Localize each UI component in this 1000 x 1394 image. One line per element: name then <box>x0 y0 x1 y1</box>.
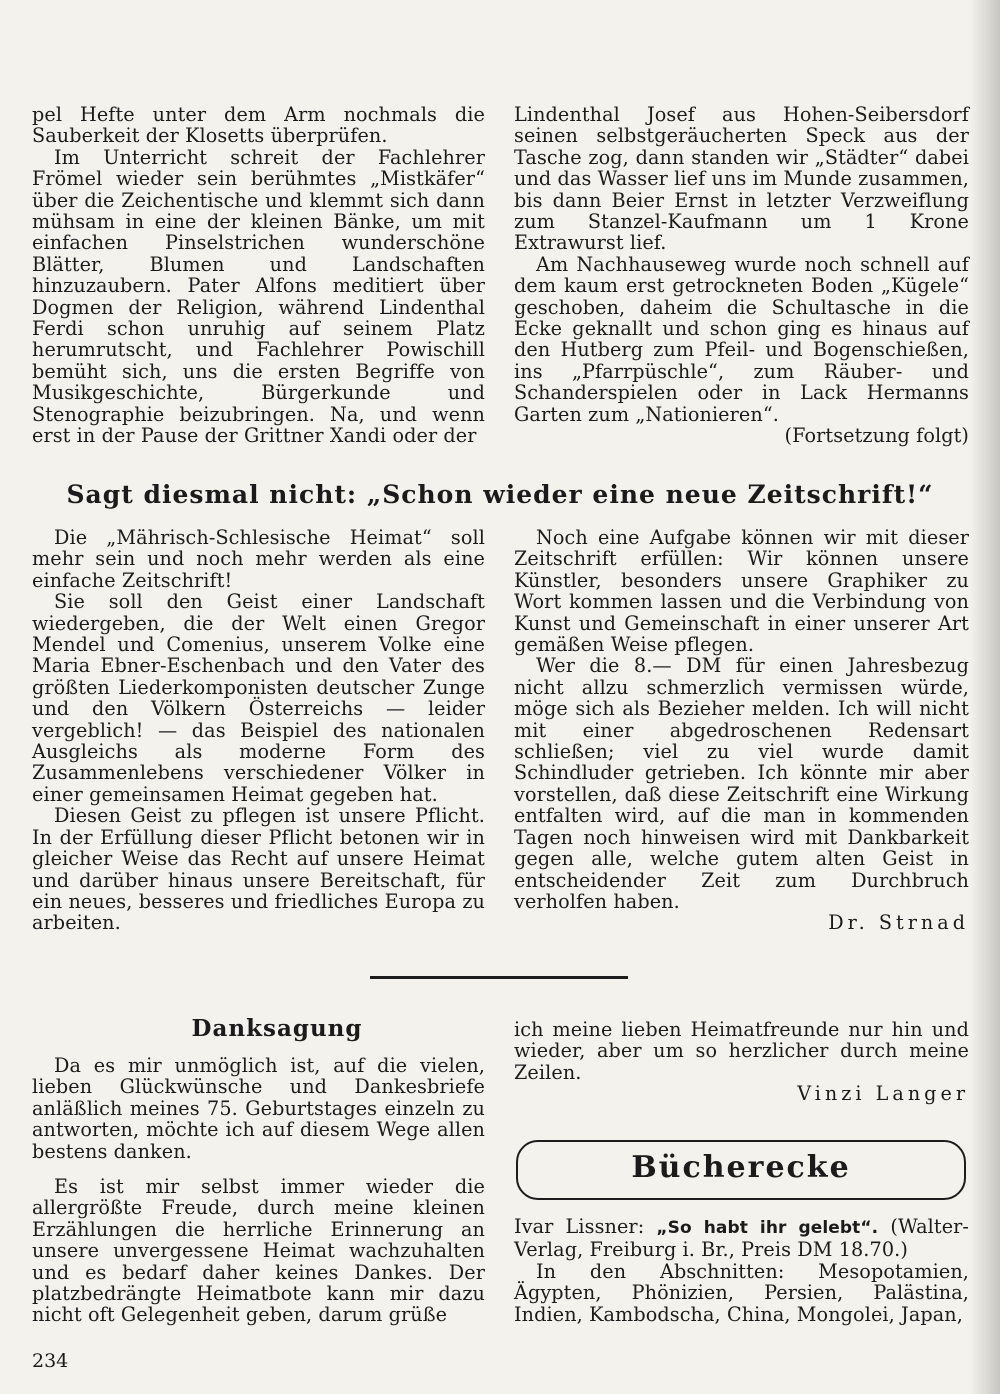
danksagung-column-left <box>32 1055 485 1326</box>
paragraph: Am Nachhauseweg wurde noch schnell auf dem kaum erst getrockneten Boden „Kügele“ geschoben, daheim die Schultasche in die Ecke geknallt und schon ging es hinaus auf den Hutberg zum Pfeil- und Bogenschießen, ins „Pfarrpüschle“, zum Räuber- und Schanderspielen oder in Lack Hermanns Garten zum „Nationieren“. <box>514 252 969 426</box>
book-author: Ivar Lissner: <box>514 1215 645 1238</box>
signature: Vinzi Langer <box>797 1082 969 1106</box>
section-title-danksagung: Danksagung <box>191 1015 363 1042</box>
signature: Dr. Strnad <box>828 911 969 935</box>
paragraph: Im Unterricht schreit der Fachlehrer Frömel wieder sein berühmtes „Mistkäfer“ über die Zeichentische und klemmt sich dann mühsam in eine der kleinen Bänke, um mit einfachen Pinselstrichen wunderschöne Blätter, Blumen und Landschaften hinzuzaubern. Pater Alfons meditiert über Dogmen der Religion, während Lindenthal Ferdi schon unruhig auf seinem Platz herumrutscht, und Fachlehrer Powischill bemüht sich, uns die ersten Begriffe von Musikgeschichte, Bürgerkunde und Stenographie beizubringen. Na, und wenn erst in der Pause der Grittner Xandi oder der <box>32 145 485 448</box>
section-title-buecherecke: Bücherecke <box>631 1150 851 1185</box>
book-publisher: (Walter-Verlag, Freiburg i. Br., Preis DM 18.70.) <box>514 1215 970 1262</box>
page-number: 234 <box>32 1350 69 1372</box>
book-review-column <box>514 1216 969 1325</box>
paragraph: Lindenthal Josef aus Hohen-Seibersdorf seinen selbstgeräucherten Speck aus der Tasche zog, dann standen wir „Städter“ dabei und das Wasser lief uns im Munde zusammen, bis dann Beier Ernst in letzter Verzweiflung zum Stanzel-Kaufmann um 1 Krone Extrawurst lief. <box>514 103 969 255</box>
paragraph: ich meine lieben Heimatfreunde nur hin und wieder, aber um so herzlicher durch meine Zeilen. <box>514 1018 969 1084</box>
paragraph: Es ist mir selbst immer wieder die allergrößte Freude, durch meine kleinen Erzählungen die herrliche Erinnerung an unsere unvergessene Heimat wachzuhalten und es bedarf daher keines Dankes. Der platzbedrängte Heimatbote kann mir dazu nicht oft Gelegenheit geben, darum grüße <box>32 1175 485 1327</box>
page-edge-shadow <box>970 0 1000 1394</box>
editorial-column-right <box>514 527 969 934</box>
paragraph: Die „Mährisch-Schlesische Heimat“ soll mehr sein und noch mehr werden als eine einfache Zeitschrift! <box>32 526 485 592</box>
book-entry <box>514 1216 969 1261</box>
article-column-left <box>32 104 485 447</box>
divider <box>370 976 628 979</box>
paragraph: Da es mir unmöglich ist, auf die vielen, lieben Glückwünsche und Dankesbriefe anläßlich meines 75. Geburtstages einzeln zu antworten, möchte ich auf diesem Wege allen bestens danken. <box>32 1054 485 1163</box>
paragraph: Wer die 8.— DM für einen Jahresbezug nicht allzu schmerzlich vermissen würde, möge sich als Bezieher melden. Ich will nicht mit einer abgedroschenen Redensart schließen; viel zu viel wurde damit Schindluder getrieben. Ich könnte mir aber vorstellen, daß diese Zeitschrift eine Wirkung entfalten wird, auf die man in kommenden Tagen noch hinweisen wird mit Dankbarkeit gegen alle, welche gutem alten Geist in entscheidender Zeit zum Durchbruch verholfen haben. <box>514 654 969 913</box>
paragraph: In den Abschnitten: Mesopotamien, Ägypten, Phönizien, Persien, Palästina, Indien, Kambodscha, China, Mongolei, Japan, <box>514 1259 969 1326</box>
paragraph: Sie soll den Geist einer Landschaft wiedergeben, die der Welt einen Gregor Mendel und Comenius, unserem Volke eine Maria Ebner-Eschenbach und den Vater des größten Liederkomponisten deutscher Zunge und den Völkern Österreichs — leider vergeblich! — das Beispiel des nationalen Ausgleichs als moderne Form des Zusammenlebens verschiedener Völker in einer gemeinsamen Heimat gegeben hat. <box>32 590 485 806</box>
continuation-note: (Fortsetzung folgt) <box>784 424 969 448</box>
paragraph: Diesen Geist zu pflegen ist unsere Pflicht. In der Erfüllung dieser Pflicht betonen wir in gleicher Weise das Recht auf unsere Heimat und darüber hinaus unsere Bereitschaft, für ein neues, besseres und friedliches Europa zu arbeiten. <box>32 804 485 935</box>
section-title-box <box>516 1140 966 1200</box>
paragraph: Noch eine Aufgabe können wir mit dieser Zeitschrift erfüllen: Wir können unsere Künstler, besonders unsere Graphiker zu Wort kommen lassen und die Verbindung von Kunst und Gemeinschaft in einer unserer Art gemäßen Weise pflegen. <box>514 526 969 657</box>
editorial-column-left <box>32 527 485 934</box>
article-column-right <box>514 104 969 447</box>
book-title: „So habt ihr gelebt“. <box>656 1218 879 1238</box>
headline: Sagt diesmal nicht: „Schon wieder eine neue Zeitschrift!“ <box>66 480 934 509</box>
paragraph: pel Hefte unter dem Arm nochmals die Sauberkeit der Klosetts überprüfen. <box>32 103 485 148</box>
danksagung-column-right <box>514 1019 969 1105</box>
